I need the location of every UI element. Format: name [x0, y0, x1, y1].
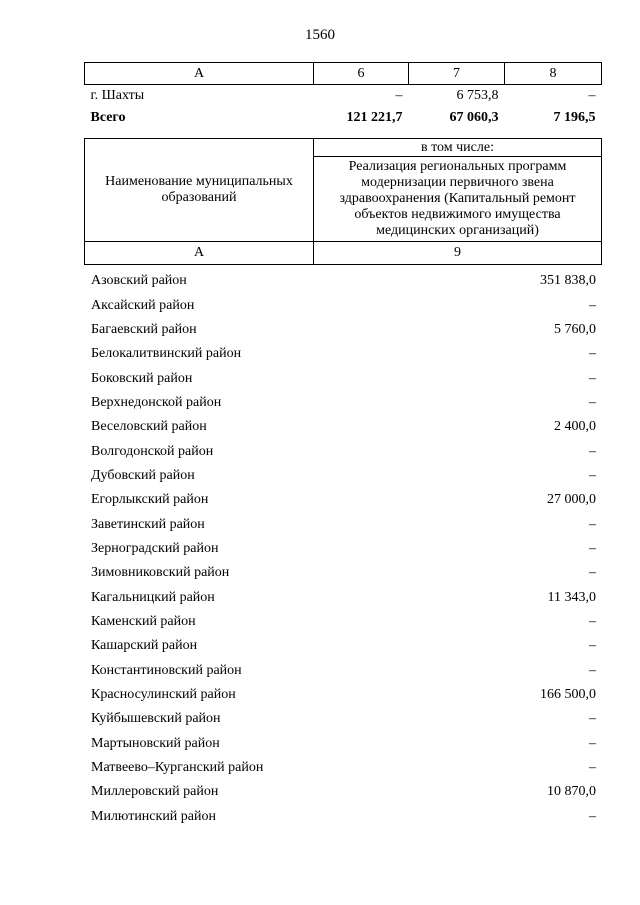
district-value: –	[589, 735, 596, 751]
district-name: Милютинский район	[91, 808, 217, 824]
list-item	[91, 561, 596, 585]
row-value-8: –	[588, 88, 596, 103]
district-name: Аксайский район	[91, 297, 195, 313]
list-item	[91, 512, 596, 536]
district-name: Азовский район	[91, 273, 187, 289]
district-value: 2 400,0	[554, 419, 596, 435]
row-name: г. Шахты	[90, 88, 145, 103]
list-item	[91, 756, 596, 780]
district-value: –	[589, 638, 596, 654]
list-item	[91, 366, 596, 390]
district-list	[91, 269, 596, 829]
district-value: 10 870,0	[547, 784, 596, 800]
total-label: Всего	[90, 110, 126, 125]
district-name: Заветинский район	[91, 516, 205, 532]
district-value: –	[589, 662, 596, 678]
district-name: Багаевский район	[91, 321, 197, 337]
district-name: Кагальницкий район	[91, 589, 215, 605]
list-item	[91, 732, 596, 756]
list-item	[91, 391, 596, 415]
list-item	[91, 659, 596, 683]
district-name: Матвеево–Курганский район	[91, 760, 264, 776]
district-value: –	[589, 516, 596, 532]
total-value-6: 121 221,7	[346, 110, 403, 125]
district-name: Белокалитвинский район	[91, 346, 242, 362]
list-item	[91, 780, 596, 804]
district-value: –	[589, 565, 596, 581]
district-name: Мартыновский район	[91, 735, 220, 751]
district-value: 11 343,0	[547, 589, 596, 605]
row-value-6: –	[395, 88, 403, 103]
district-value: –	[589, 540, 596, 556]
list-item	[91, 585, 596, 609]
district-name: Кашарский район	[91, 638, 198, 654]
district-name: Константиновский район	[91, 662, 242, 678]
list-item	[91, 634, 596, 658]
municipal-label: Наименование муниципальных образований	[85, 139, 314, 242]
list-item	[91, 269, 596, 293]
col-header-9: 9	[314, 242, 602, 265]
district-name: Каменский район	[91, 613, 196, 629]
top-table-header	[85, 63, 602, 85]
list-item	[91, 610, 596, 634]
list-item	[91, 342, 596, 366]
list-item	[91, 707, 596, 731]
program-label: Реализация региональных программ модернизации первичного звена здравоохранения (Капитальный ремонт объектов недвижимого имущества медицинских организаций)	[314, 157, 602, 242]
list-item	[91, 439, 596, 463]
district-name: Куйбышевский район	[91, 711, 221, 727]
list-item	[91, 464, 596, 488]
district-value: –	[589, 808, 596, 824]
list-item	[91, 415, 596, 439]
district-name: Егорлыкский район	[91, 492, 209, 508]
col-header-6: 6	[314, 63, 409, 85]
total-value-7: 67 060,3	[449, 110, 499, 125]
district-value: –	[589, 370, 596, 386]
district-value: –	[589, 467, 596, 483]
district-value: 166 500,0	[540, 687, 596, 703]
district-value: –	[589, 613, 596, 629]
total-value-8: 7 196,5	[553, 110, 596, 125]
district-value: 351 838,0	[540, 273, 596, 289]
header-table	[84, 138, 602, 265]
list-item	[91, 488, 596, 512]
district-value: 27 000,0	[547, 492, 596, 508]
col-header-a: А	[85, 63, 314, 85]
district-name: Зерноградский район	[91, 540, 219, 556]
district-value: –	[589, 711, 596, 727]
district-value: –	[589, 297, 596, 313]
total-row	[85, 107, 602, 129]
row-value-7: 6 753,8	[456, 88, 499, 103]
page-number: 1560	[305, 27, 335, 43]
list-item	[91, 293, 596, 317]
district-name: Веселовский район	[91, 419, 207, 435]
district-name: Верхнедонской район	[91, 394, 222, 410]
district-name: Миллеровский район	[91, 784, 219, 800]
district-value: 5 760,0	[554, 321, 596, 337]
col-header-7: 7	[409, 63, 505, 85]
col-header-a: А	[85, 242, 314, 265]
top-table	[84, 62, 602, 129]
list-item	[91, 805, 596, 829]
district-name: Зимовниковский район	[91, 565, 230, 581]
district-value: –	[589, 346, 596, 362]
list-item	[91, 318, 596, 342]
district-name: Боковский район	[91, 370, 193, 386]
list-item	[91, 683, 596, 707]
district-value: –	[589, 760, 596, 776]
district-name: Красносулинский район	[91, 687, 236, 703]
col-header-8: 8	[505, 63, 602, 85]
district-value: –	[589, 443, 596, 459]
district-value: –	[589, 394, 596, 410]
including-label: в том числе:	[314, 139, 602, 157]
district-name: Волгодонской район	[91, 443, 214, 459]
district-name: Дубовский район	[91, 467, 195, 483]
list-item	[91, 537, 596, 561]
table-row	[85, 85, 602, 108]
